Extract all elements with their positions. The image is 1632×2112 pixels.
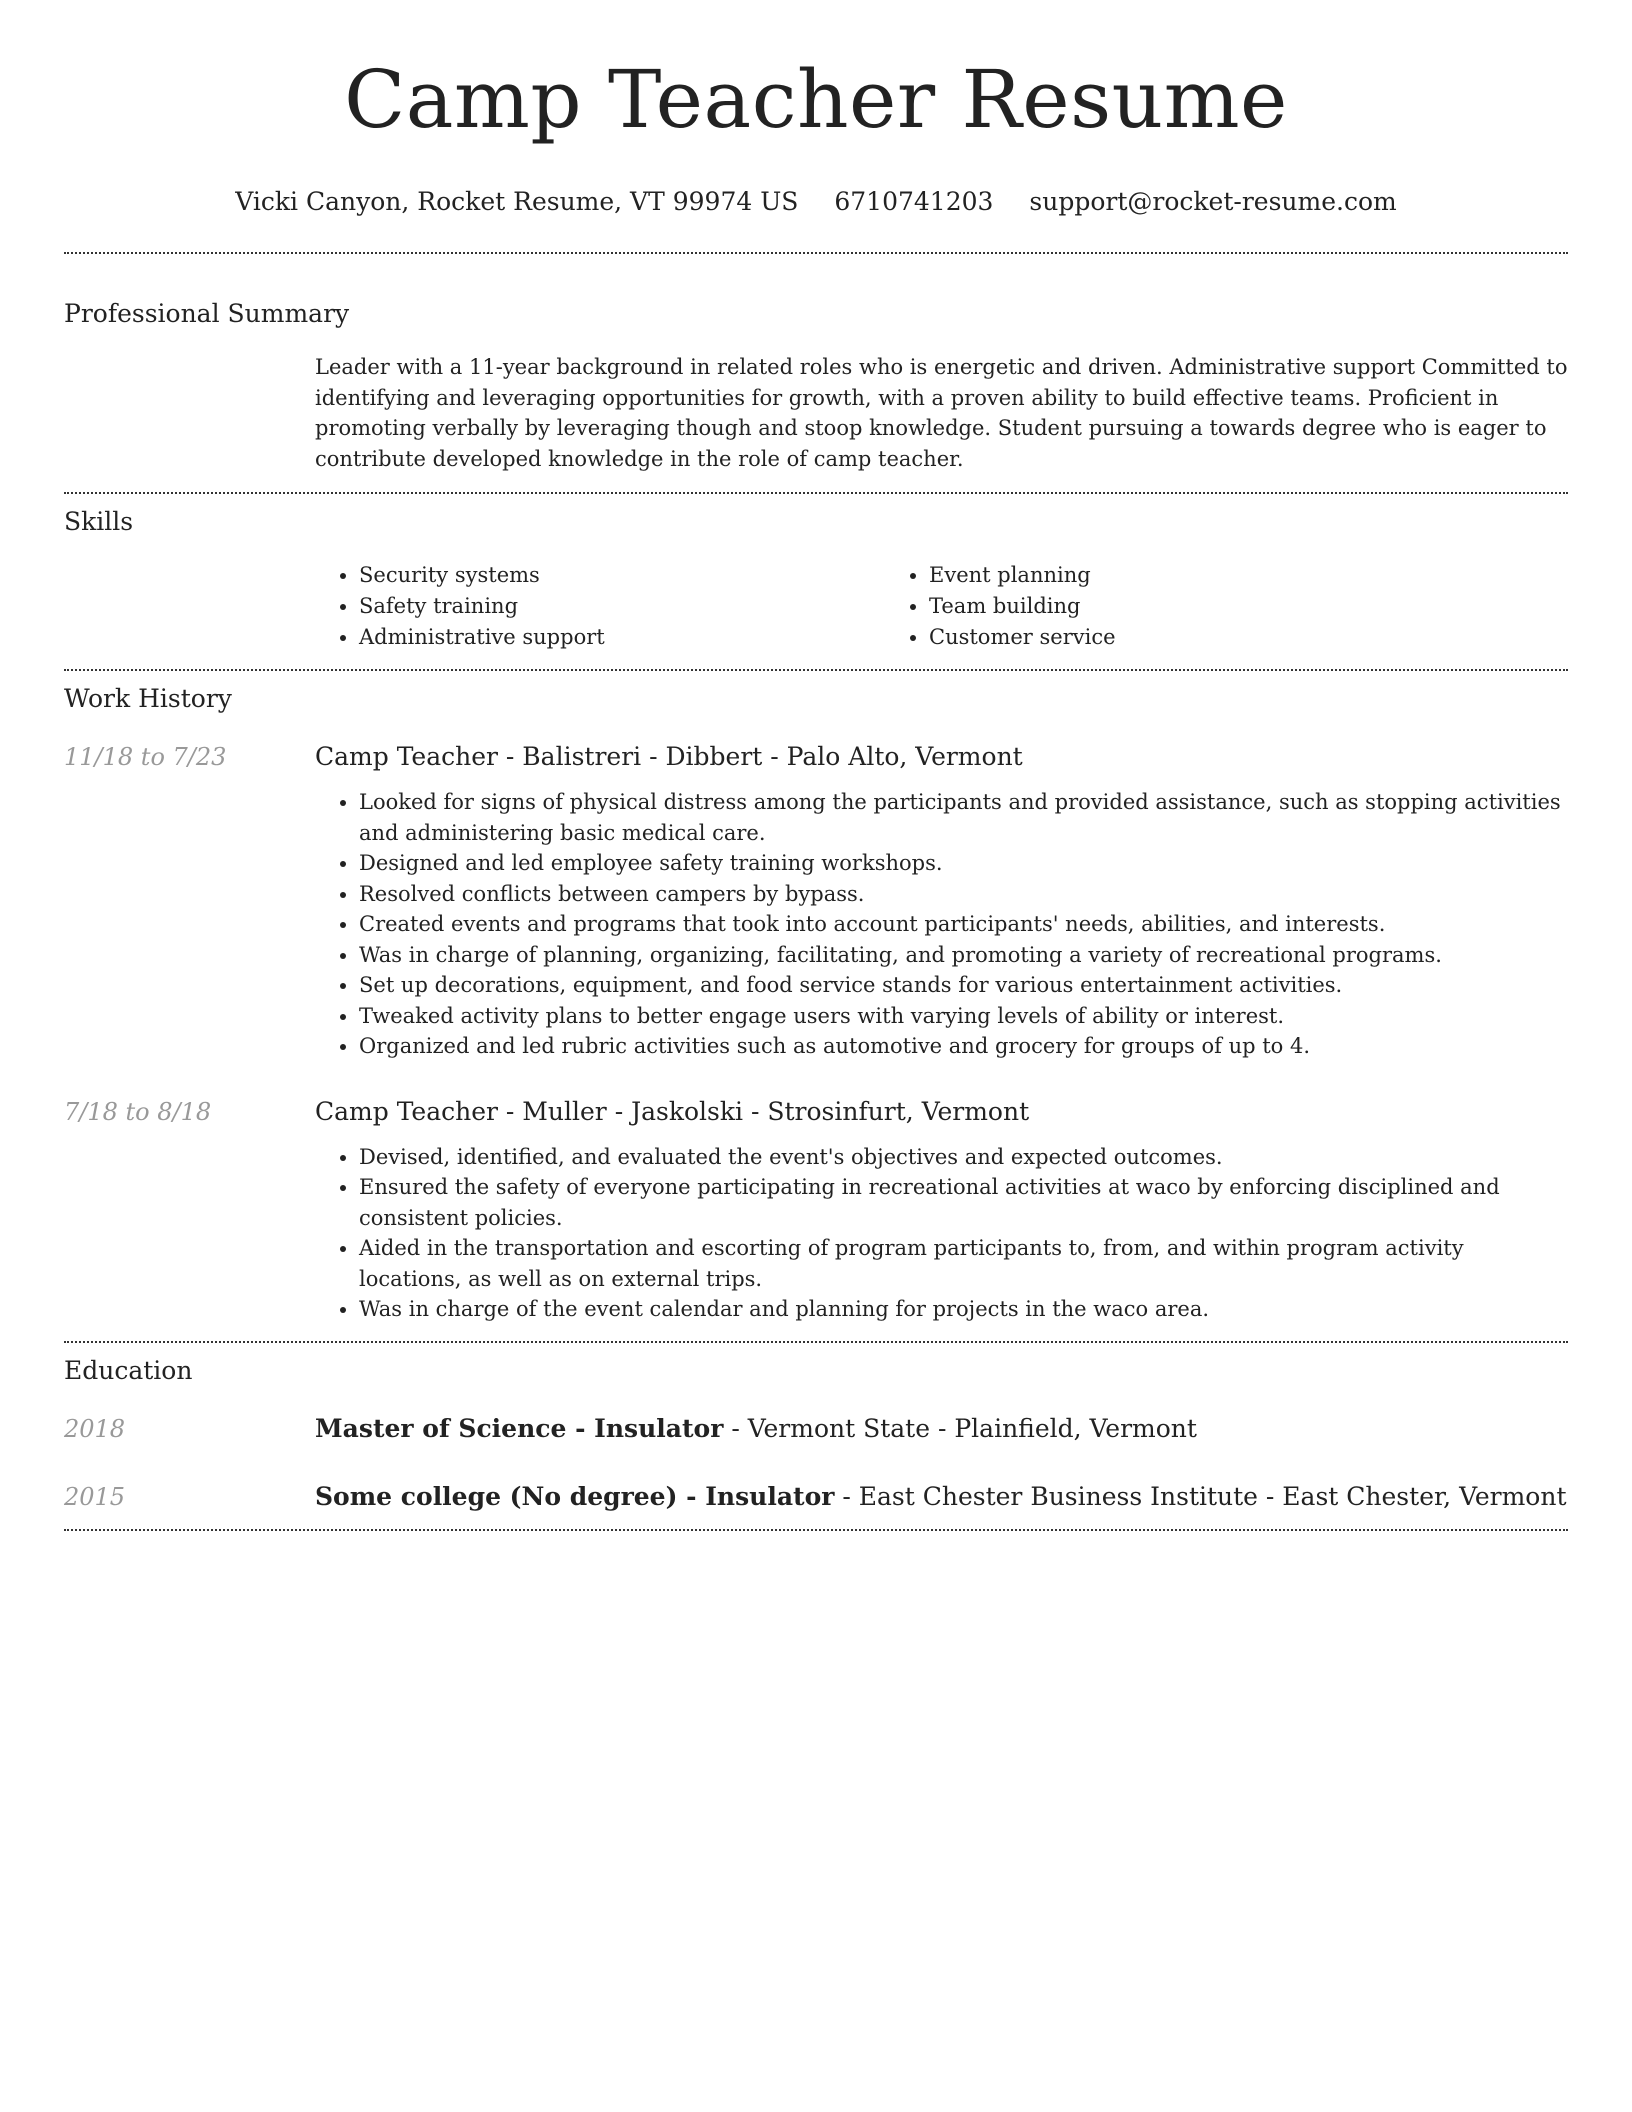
education-entry xyxy=(64,1481,1568,1513)
section-divider xyxy=(64,1529,1568,1531)
education-date: 2015 xyxy=(64,1482,126,1511)
job-bullet: • Created events and programs that took into account participants' needs, abilities, and interests. xyxy=(359,909,1568,940)
skill-item: • Event planning xyxy=(929,560,1455,591)
work-section xyxy=(64,671,1568,1325)
education-degree: Master of Science - Insulator xyxy=(315,1413,724,1443)
job-title: Camp Teacher - Muller - Jaskolski - Strosinfurt, Vermont xyxy=(315,1096,1030,1126)
contact-email: support@rocket-resume.com xyxy=(1029,187,1397,216)
education-school: - Vermont State - Plainfield, Vermont xyxy=(723,1413,1197,1443)
education-details xyxy=(315,1413,1568,1445)
skills-heading: Skills xyxy=(64,507,134,536)
job-bullet: • Designed and led employee safety training workshops. xyxy=(359,848,1568,879)
job-date: 7/18 to 8/18 xyxy=(64,1097,212,1126)
summary-body xyxy=(315,352,1568,474)
work-heading: Work History xyxy=(64,684,232,713)
contact-address: Vicki Canyon, Rocket Resume, VT 99974 US xyxy=(235,187,799,216)
education-date: 2018 xyxy=(64,1414,126,1443)
job-bullet: • Set up decorations, equipment, and food service stands for various entertainment activities. xyxy=(359,970,1568,1001)
skills-section xyxy=(64,494,1568,653)
job-bullet: • Organized and led rubric activities such as automotive and grocery for groups of up to 4. xyxy=(359,1031,1568,1062)
education-school: - East Chester Business Institute - East Chester, Vermont xyxy=(834,1481,1567,1511)
skills-list-left xyxy=(315,560,885,653)
job-date: 11/18 to 7/23 xyxy=(64,743,227,771)
job-details xyxy=(315,1096,1568,1325)
job-entry xyxy=(64,1096,1568,1325)
education-entry xyxy=(64,1413,1568,1445)
skills-list-right xyxy=(885,560,1455,653)
job-bullet: • Devised, identified, and evaluated the event's objectives and expected outcomes. xyxy=(359,1142,1568,1173)
skill-item: • Customer service xyxy=(929,622,1455,653)
job-title: Camp Teacher - Balistreri - Dibbert - Palo Alto, Vermont xyxy=(315,742,1023,771)
job-entry xyxy=(64,741,1568,1062)
job-bullets xyxy=(315,787,1568,1062)
job-bullets xyxy=(315,1142,1568,1325)
job-bullet: • Was in charge of planning, organizing, facilitating, and promoting a variety of recreational programs. xyxy=(359,940,1568,971)
job-bullet: • Was in charge of the event calendar and planning for projects in the waco area. xyxy=(359,1294,1568,1325)
contact-phone: 6710741203 xyxy=(834,187,994,216)
summary-heading: Professional Summary xyxy=(64,299,350,328)
education-degree: Some college (No degree) - Insulator xyxy=(315,1481,835,1511)
job-bullet: • Tweaked activity plans to better engage users with varying levels of ability or interest. xyxy=(359,1001,1568,1032)
skills-grid xyxy=(315,560,1568,653)
skill-item: • Security systems xyxy=(359,560,885,591)
job-bullet: • Looked for signs of physical distress among the participants and provided assistance, such as stopping activities and administering basic medical care. xyxy=(359,787,1568,848)
contact-line xyxy=(64,186,1568,218)
education-section xyxy=(64,1343,1568,1513)
education-heading: Education xyxy=(64,1355,193,1385)
page-title: Camp Teacher Resume xyxy=(344,53,1288,146)
skill-item: • Administrative support xyxy=(359,622,885,653)
skill-item: • Team building xyxy=(929,591,1455,622)
job-bullet: • Resolved conflicts between campers by bypass. xyxy=(359,879,1568,910)
summary-section xyxy=(64,254,1568,474)
job-details xyxy=(315,741,1568,1062)
job-bullet: • Aided in the transportation and escorting of program participants to, from, and within program activity locations, as well as on external trips. xyxy=(359,1233,1568,1294)
education-details xyxy=(315,1481,1568,1513)
summary-text: Leader with a 11-year background in related roles who is energetic and driven. Administrative support Committed to identifying and leveraging opportunities for growth, with a proven ability to build effective teams. Proficient in promoting verbally by leveraging though and stoop knowledge. Student pursuing a towards degree who is eager to contribute developed knowledge in the role of camp teacher. xyxy=(315,355,1568,471)
skill-item: • Safety training xyxy=(359,591,885,622)
job-bullet: • Ensured the safety of everyone participating in recreational activities at waco by enforcing disciplined and consistent policies. xyxy=(359,1172,1568,1233)
